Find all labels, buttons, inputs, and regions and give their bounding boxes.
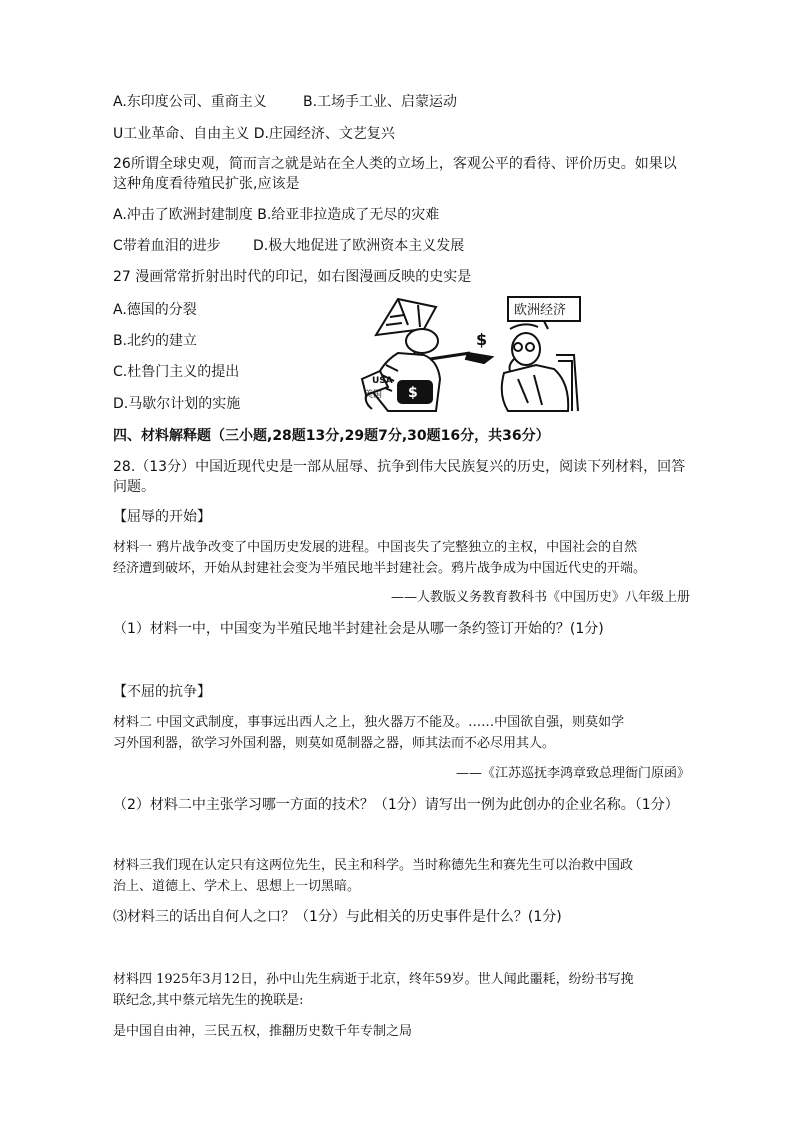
q26-option-c: C带着血泪的进步 — [113, 238, 221, 254]
europe-economy-label: 欧洲经济 — [514, 303, 567, 318]
material2-line1: 材料二 中国文武制度，事事远出西人之上，独火器万不能及。……中国欲自强，则莫如学 — [113, 715, 625, 730]
material1-line1: 材料一 鸦片战争改变了中国历史发展的进程。中国丧失了完整独立的主权，中国社会的自然 — [113, 540, 638, 555]
q26-stem-line2: 这种角度看待殖民扩张,应该是 — [113, 176, 300, 192]
part2-title: 【不屈的抗争】 — [113, 684, 211, 700]
material4-line3: 是中国自由神，三民五权，推翻历史数千年专制之局 — [113, 1024, 413, 1039]
spoon-dollar-symbol: $ — [476, 330, 488, 349]
q28-question2: （2）材料二中主张学习哪一方面的技术？（1分）请写出一例为此创办的企业名称。（1分） — [113, 797, 679, 813]
q28-stem-line1: 28.（13分）中国近现代史是一部从屈辱、抗争到伟大民族复兴的历史，阅读下列材料，回答 — [113, 459, 686, 475]
part1-title: 【屈辱的开始】 — [113, 509, 211, 525]
q26-options-ab: A.冲击了欧洲封建制度 B.给亚非拉造成了无尽的灾难 — [113, 207, 440, 223]
q27-option-d: D.马歇尔计划的实施 — [113, 396, 241, 412]
dollar-bag-symbol: $ — [408, 385, 418, 401]
q27-option-b: B.北约的建立 — [113, 333, 198, 349]
usa-label: USA — [372, 376, 393, 386]
europe-figure — [502, 324, 578, 411]
material2-line2: 习外国利器，欲学习外国利器，则莫如觅制器之器，师其法而不必尽用其人。 — [113, 736, 556, 751]
q26-options-cd — [113, 236, 465, 256]
material4-line2: 联纪念,其中蔡元培先生的挽联是: — [113, 993, 304, 1008]
material1-line2: 经济遭到破坏，开始从封建社会变为半殖民地半封建社会。鸦片战争成为中国近代史的开端。 — [113, 561, 647, 576]
q26-stem-line1: 26所谓全球史观，简而言之就是站在全人类的立场上，客观公平的看待、评价历史。如果以 — [113, 156, 677, 172]
material1-source: ——人教版义务教育教科书《中国历史》八年级上册 — [390, 590, 690, 605]
q28-question1: （1）材料一中，中国变为半殖民地半封建社会是从哪一条约签订开始的？(1分) — [113, 621, 604, 637]
q25-options-line1 — [113, 92, 458, 112]
q25-option-a: A.东印度公司、重商主义 — [113, 94, 267, 110]
q28-question3: ⑶材料三的话出自何人之口？（1分）与此相关的历史事件是什么？(1分) — [113, 909, 562, 925]
section4-heading: 四、材料解释题（三小题,28题13分,29题7分,30题16分，共36分） — [113, 428, 550, 444]
material3-line2: 治上、道德上、学术上、思想上一切黑暗。 — [113, 879, 361, 894]
q27-option-c: C.杜鲁门主义的提出 — [113, 364, 240, 380]
material2-source: ——《江苏巡抚李鸿章致总理衙门原函》 — [455, 766, 690, 781]
q25-options-line2: U工业革命、自由主义 D.庄园经济、文艺复兴 — [113, 126, 395, 142]
material3-line1: 材料三我们现在认定只有这两位先生，民主和科学。当时称德先生和赛先生可以治救中国政 — [113, 858, 634, 873]
q27-stem: 27 漫画常常折射出时代的印记，如右图漫画反映的史实是 — [113, 269, 472, 285]
q25-option-b: B.工场手工业、启蒙运动 — [303, 94, 458, 110]
marshall-plan-cartoon — [358, 295, 586, 413]
america-label: 美国 — [364, 390, 383, 400]
material4-line1: 材料四 1925年3月12日，孙中山先生病逝于北京，终年59岁。世人闻此噩耗，纷纷书写挽 — [113, 972, 634, 987]
q27-option-a: A.德国的分裂 — [113, 302, 197, 318]
q28-stem-line2: 问题。 — [113, 479, 155, 495]
q26-option-d: D.极大地促进了欧洲资本主义发展 — [253, 238, 465, 254]
